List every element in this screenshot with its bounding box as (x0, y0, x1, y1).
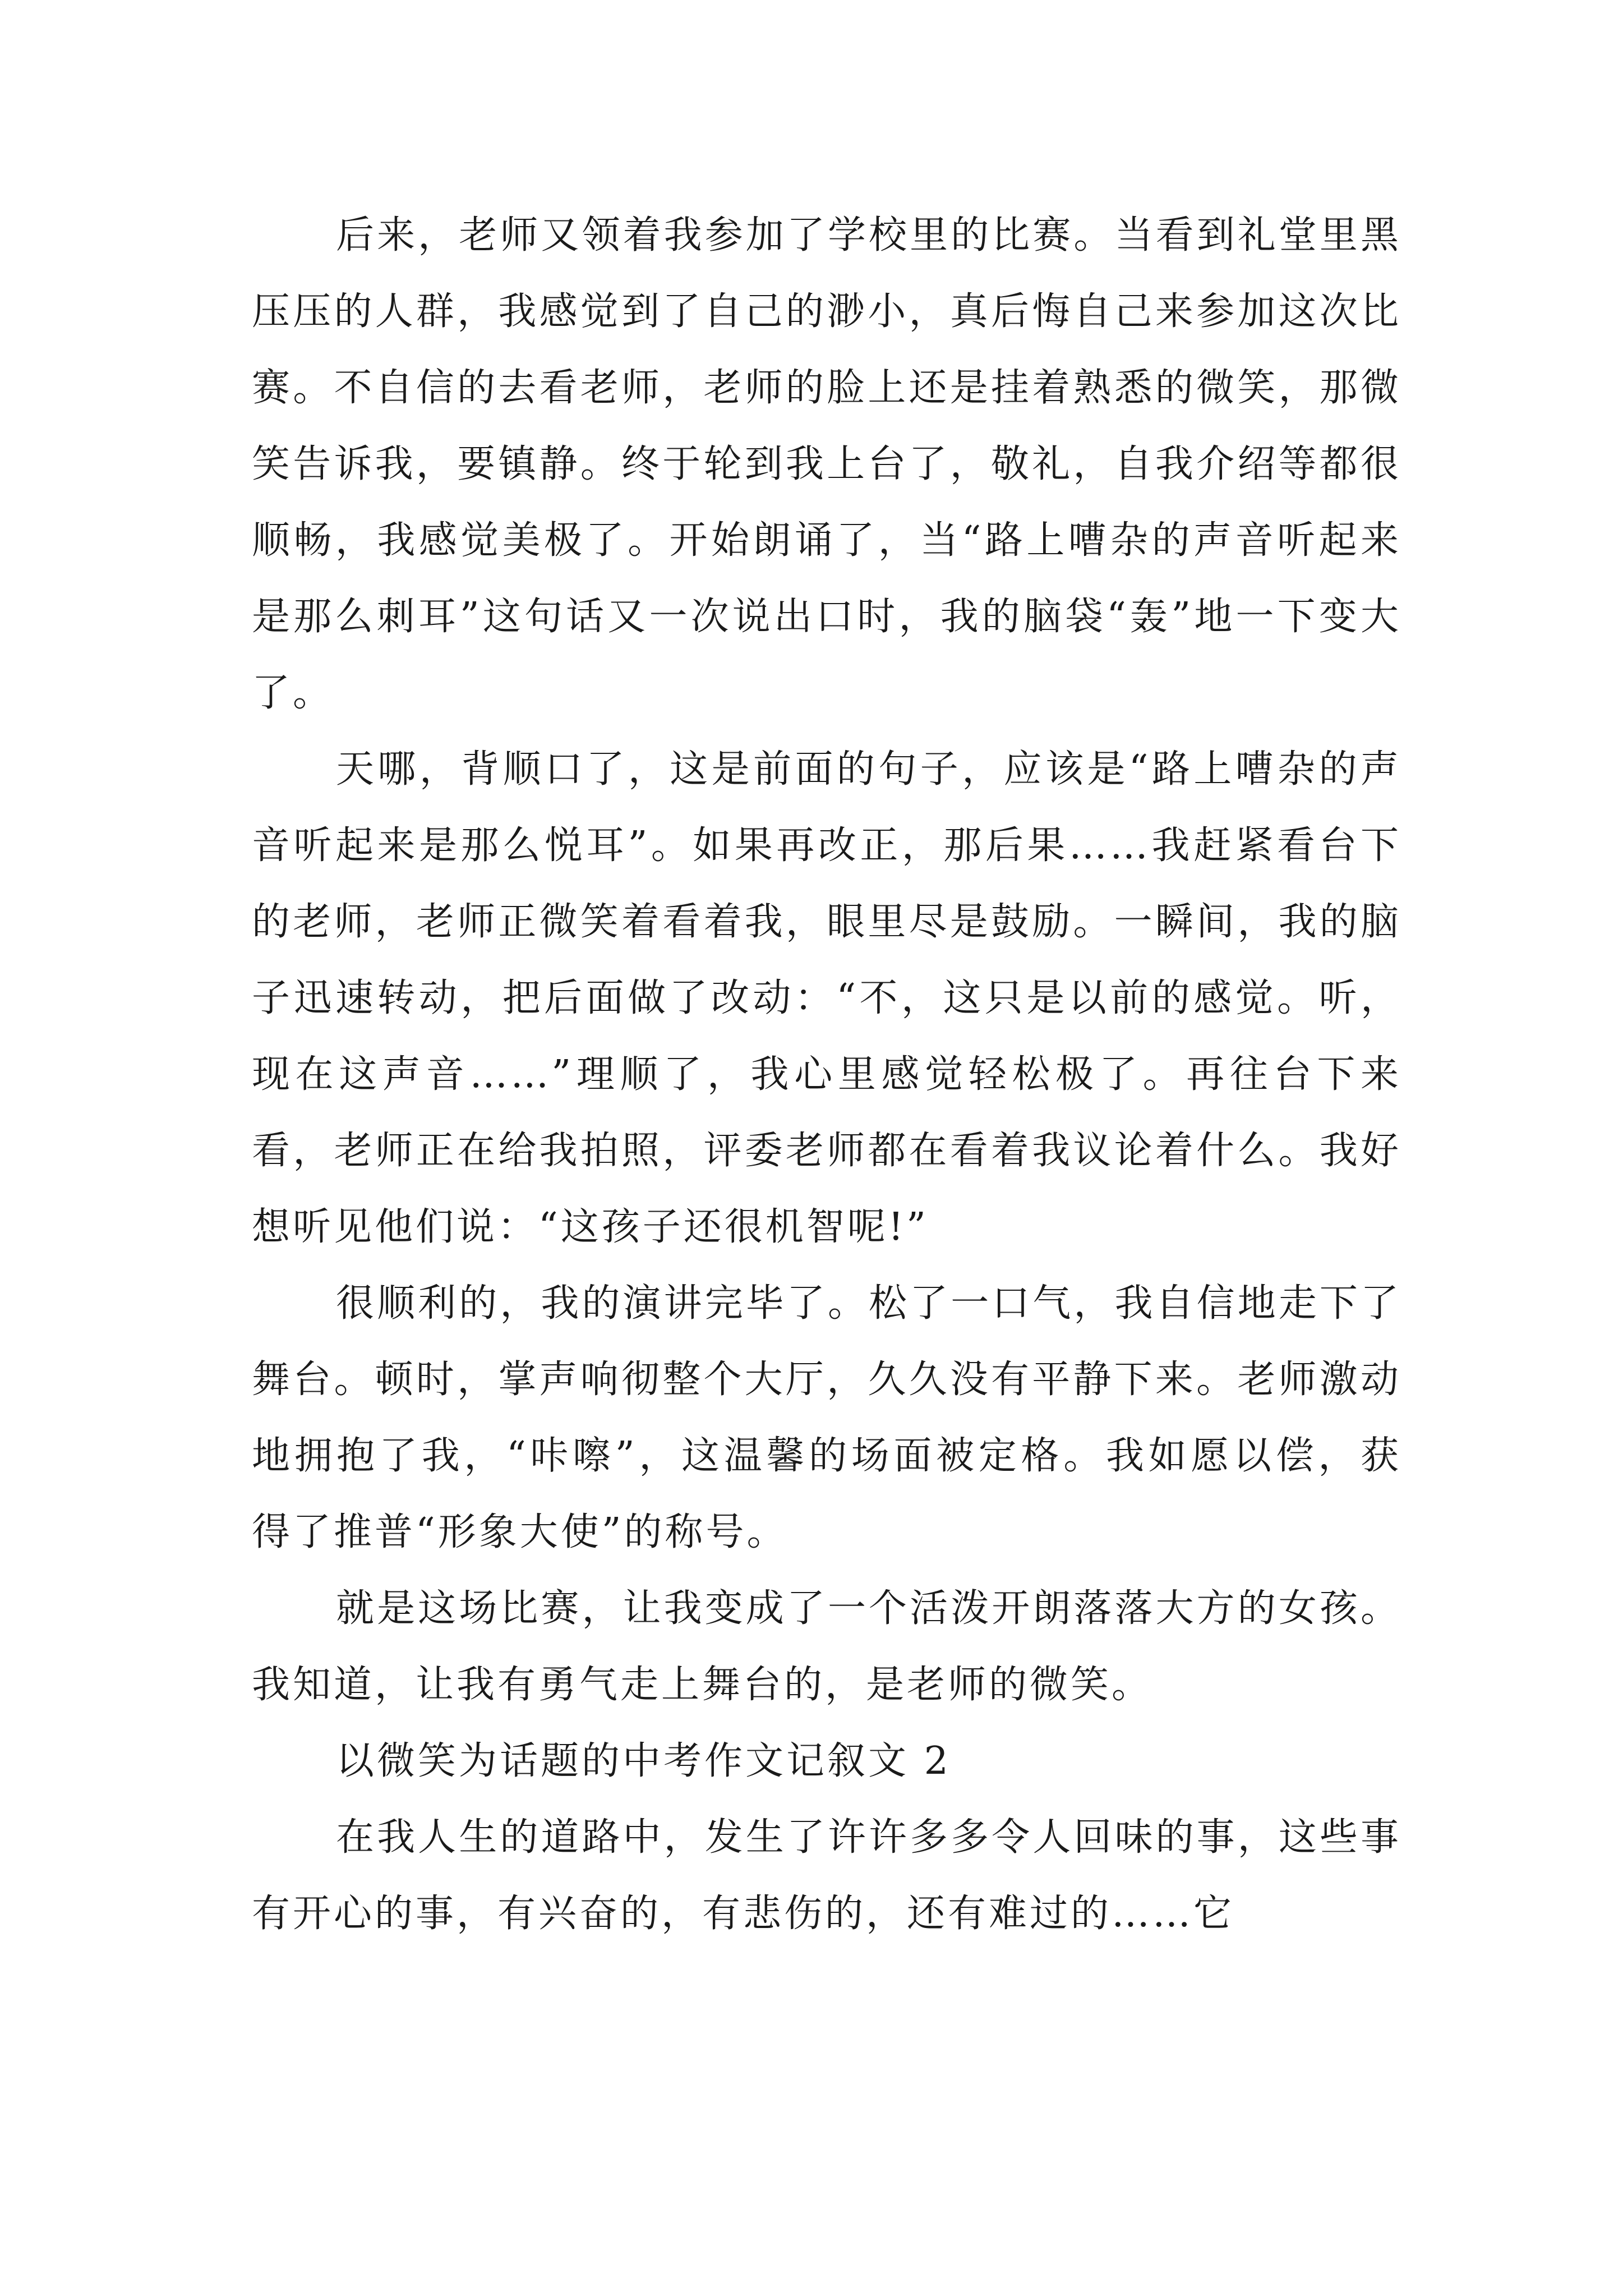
document-body (252, 197, 1401, 1952)
paragraph-3: 很顺利的，我的演讲完毕了。松了一口气，我自信地走下了舞台。顿时，掌声响彻整个大厅，久久没有平静下来。老师激动地拥抱了我，“咔嚓”，这温馨的场面被定格。我如愿以偿，获得了推普“形象大使”的称号。 (252, 1281, 1401, 1554)
paragraph-2: 天哪，背顺口了，这是前面的句子，应该是“路上嘈杂的声音听起来是那么悦耳”。如果再改正，那后果……我赶紧看台下的老师，老师正微笑着看着我，眼里尽是鼓励。一瞬间，我的脑子迅速转动，把后面做了改动：“不，这只是以前的感觉。听，现在这声音……”理顺了，我心里感觉轻松极了。再往台下来看，老师正在给我拍照，评委老师都在看着我议论着什么。我好想听见他们说：“这孩子还很机智呢!” (252, 747, 1401, 1249)
section-heading: 以微笑为话题的中考作文记叙文 2 (336, 1739, 951, 1783)
paragraph-1: 后来，老师又领着我参加了学校里的比赛。当看到礼堂里黑压压的人群，我感觉到了自己的渺小，真后悔自己来参加这次比赛。不自信的去看老师，老师的脸上还是挂着熟悉的微笑，那微笑告诉我，要镇静。终于轮到我上台了，敬礼，自我介绍等都很顺畅，我感觉美极了。开始朗诵了，当“路上嘈杂的声音听起来是那么刺耳”这句话又一次说出口时，我的脑袋“轰”地一下变大了。 (252, 213, 1401, 715)
paragraph-5: 在我人生的道路中，发生了许许多多令人回味的事，这些事有开心的事，有兴奋的，有悲伤的，还有难过的……它 (252, 1815, 1401, 1936)
paragraph-4: 就是这场比赛，让我变成了一个活泼开朗落落大方的女孩。我知道，让我有勇气走上舞台的，是老师的微笑。 (252, 1586, 1401, 1707)
